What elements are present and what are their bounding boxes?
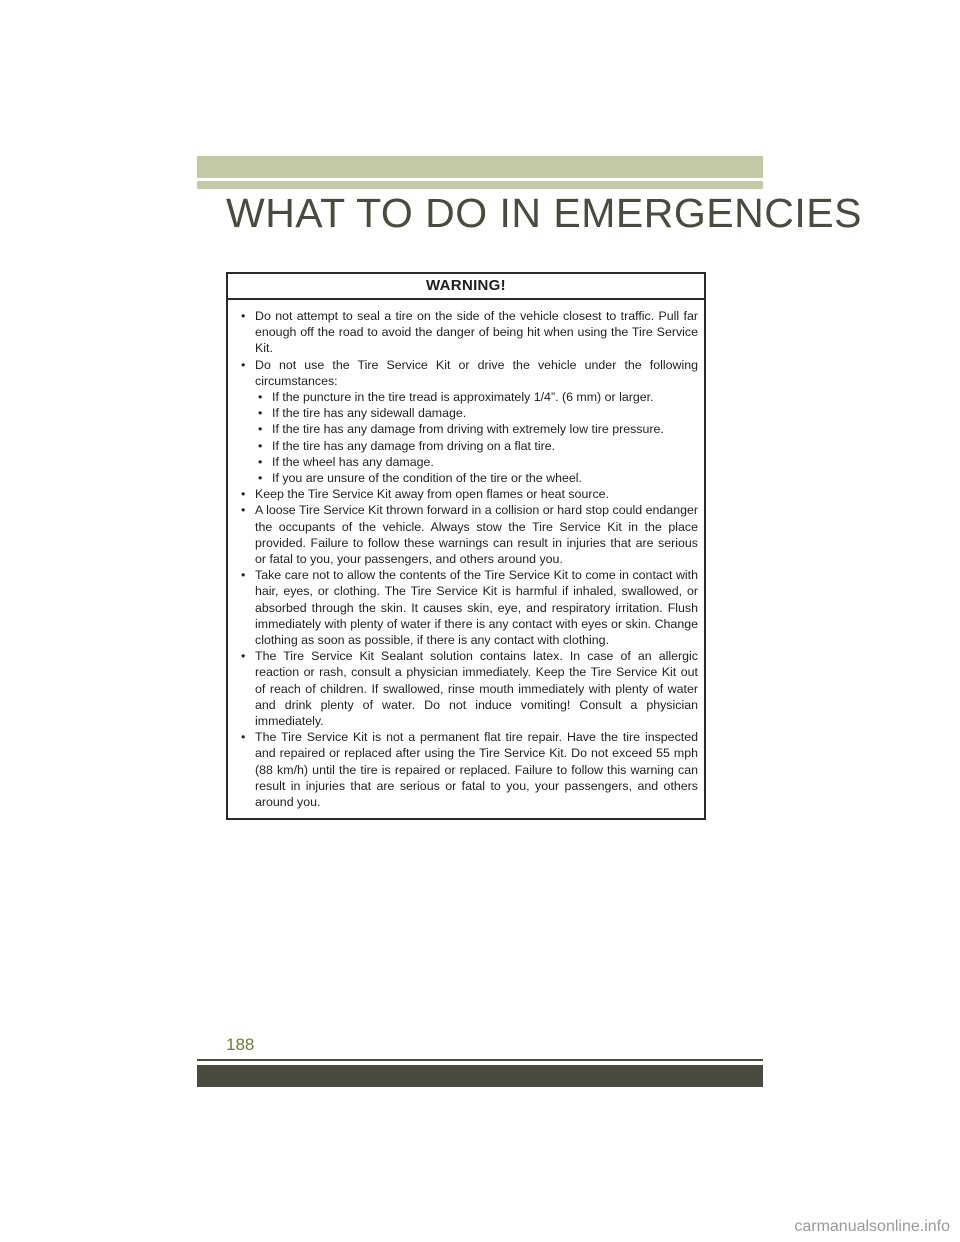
warning-subitem: • If you are unsure of the condition of the tire or the wheel.: [255, 470, 698, 486]
warning-item: • The Tire Service Kit is not a permanent flat tire repair. Have the tire inspected and repaired or replaced after using the Tire Service Kit. Do not exceed 55 mph (88 km/h) until the tire is repaired or replaced. Failure to follow this warning can result in injuries that are serious or fatal to you, your passengers, and others around you.: [238, 729, 698, 810]
footer-bar: [197, 1065, 763, 1087]
warning-subitem: • If the tire has any damage from driving on a flat tire.: [255, 438, 698, 454]
warning-item: • Do not attempt to seal a tire on the side of the vehicle closest to traffic. Pull far enough off the road to avoid the danger of being hit when using the Tire Service Kit.: [238, 308, 698, 357]
warning-item: • A loose Tire Service Kit thrown forward in a collision or hard stop could endanger the occupants of the vehicle. Always stow the Tire Service Kit in the place provided. Failure to follow these warnings can result in injuries that are serious or fatal to you, your passengers, and others around you.: [238, 502, 698, 567]
warning-sublist: [255, 389, 698, 486]
warning-box: [226, 272, 706, 820]
warning-heading: WARNING!: [228, 274, 704, 300]
warning-item: [238, 357, 698, 487]
warning-item: • The Tire Service Kit Sealant solution contains latex. In case of an allergic reaction or rash, consult a physician immediately. Keep the Tire Service Kit out of reach of children. If swallowed, rinse mouth immediately with plenty of water and drink plenty of water. Do not induce vomiting! Consult a physician immediately.: [238, 648, 698, 729]
page-number: 188: [226, 1035, 255, 1054]
warning-item: • Take care not to allow the contents of the Tire Service Kit to come in contact with hair, eyes, or clothing. The Tire Service Kit is harmful if inhaled, swallowed, or absorbed through the skin. It causes skin, eye, and respiratory irritation. Flush immediately with plenty of water if there is any contact with eyes or skin. Change clothing as soon as possible, if there is any contact with clothing.: [238, 567, 698, 648]
watermark: carmanualsonline.info: [794, 1218, 950, 1235]
section-title: WHAT TO DO IN EMERGENCIES: [226, 190, 862, 236]
warning-item-text: Do not use the Tire Service Kit or drive the vehicle under the following circumstances:: [255, 357, 698, 388]
header-bar: [197, 156, 763, 178]
warning-subitem: • If the puncture in the tire tread is approximately 1/4”. (6 mm) or larger.: [255, 389, 698, 405]
warning-subitem: • If the tire has any sidewall damage.: [255, 405, 698, 421]
header-stripe: [197, 181, 763, 189]
warning-subitem: • If the tire has any damage from driving with extremely low tire pressure.: [255, 421, 698, 437]
warning-item: • Keep the Tire Service Kit away from open flames or heat source.: [238, 486, 698, 502]
warning-subitem: • If the wheel has any damage.: [255, 454, 698, 470]
footer-line: [197, 1059, 763, 1061]
warning-list: [228, 300, 704, 810]
